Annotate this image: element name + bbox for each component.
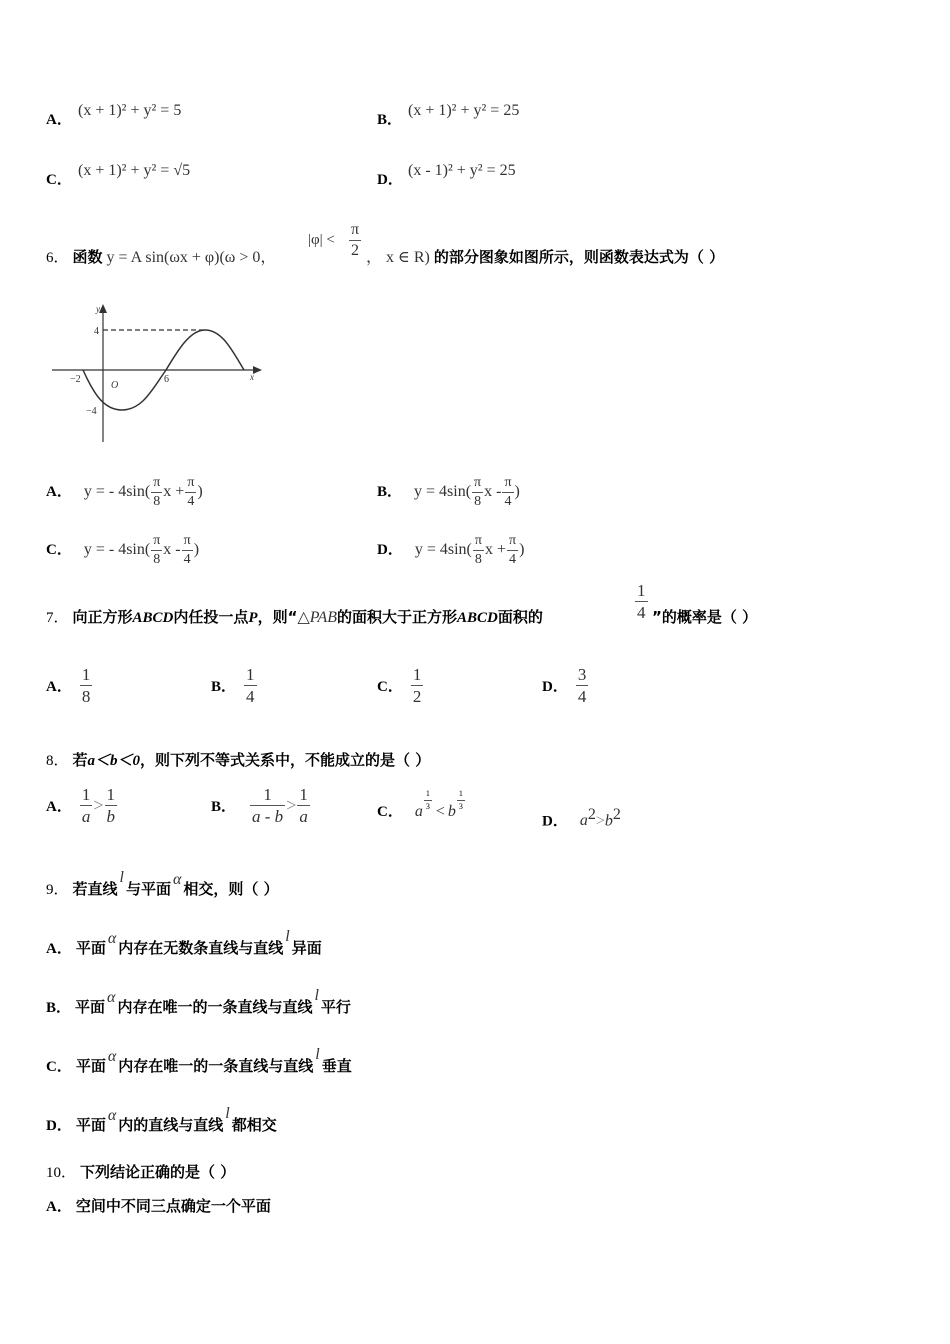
frac-num: π: [182, 534, 193, 551]
lt-sign: <: [435, 803, 445, 820]
q8-condition: a＜b＜0: [87, 753, 141, 769]
q7-text4: 的面积大于正方形: [337, 608, 458, 626]
option-label: A．: [46, 112, 72, 128]
gt-sign: >: [93, 795, 104, 815]
option-label: B．: [211, 799, 237, 815]
frac-den: 8: [474, 494, 482, 509]
q7-text1: 向正方形: [72, 608, 133, 626]
q5-option-a-expr: (x + 1)² + y² = 5: [78, 102, 182, 119]
q5-option-d-expr: (x - 1)² + y² = 25: [408, 162, 516, 179]
option-label: A．: [46, 679, 72, 695]
option-label: C．: [377, 804, 403, 820]
frac-num: 1: [106, 785, 115, 804]
x-axis-label: x: [250, 372, 254, 382]
q5-option-d[interactable]: [377, 168, 403, 189]
option-label: A．: [46, 941, 72, 957]
q7-option-a[interactable]: [46, 666, 93, 705]
option-pre: 平面: [75, 998, 106, 1016]
option-label: B．: [377, 484, 403, 501]
frac-num: 1: [457, 790, 465, 801]
frac-num: π: [507, 534, 518, 551]
tick-x-6: 6: [164, 374, 169, 385]
q8-option-b[interactable]: [211, 786, 311, 825]
line-l: l: [225, 1105, 230, 1122]
option-post: 都相交: [231, 1116, 277, 1134]
question-number: 8．: [46, 753, 69, 769]
plane-alpha: α: [173, 871, 182, 888]
tick-x-neg-2: −2: [70, 374, 81, 385]
tick-y-neg-4: −4: [86, 406, 97, 417]
q7-triangle: △PAB: [297, 609, 337, 626]
frac-den: 3: [425, 802, 430, 811]
q7-text2: 内任投一点: [173, 608, 249, 626]
frac-den: 2: [351, 242, 360, 259]
q7-option-d[interactable]: [542, 666, 589, 705]
option-post: 异面: [291, 939, 322, 957]
plane-alpha: α: [107, 989, 116, 1006]
option-mid: 内存在无数条直线与直线: [118, 939, 284, 957]
option-label: C．: [46, 1059, 72, 1075]
frac-num: 3: [577, 665, 587, 684]
frac-num: π: [502, 476, 513, 493]
q5-option-c[interactable]: [46, 168, 72, 189]
frac-num: π: [151, 476, 162, 493]
frac-den: 8: [81, 687, 91, 706]
q8-option-c[interactable]: [377, 789, 466, 821]
exp-one-third: [456, 790, 466, 811]
gt-sign: >: [286, 795, 297, 815]
q10-text: 下列结论正确的是（ ）: [80, 1163, 236, 1181]
line-l: l: [285, 928, 290, 945]
q9-option-a[interactable]: [46, 928, 322, 958]
q7-option-b[interactable]: [211, 666, 258, 705]
q7-text5: 面积的: [497, 608, 543, 626]
frac-num: 1: [246, 665, 255, 684]
option-label: D．: [542, 679, 568, 695]
frac-den: b: [106, 807, 115, 826]
frac-den: 8: [474, 552, 482, 567]
q6-expr: y = A sin(ωx + φ)(ω > 0，: [106, 249, 277, 266]
question-number: 10．: [46, 1165, 77, 1181]
q7-option-c[interactable]: [377, 666, 424, 705]
line-l: l: [315, 1046, 320, 1063]
frac-num: π: [473, 534, 484, 551]
base-b: b: [604, 812, 613, 830]
plane-alpha: α: [107, 1048, 117, 1065]
q6-option-a[interactable]: [46, 476, 203, 509]
frac-num: 1: [299, 785, 308, 804]
q6-stem-post: 的部分图象如图所示，则函数表达式为（ ）: [433, 248, 725, 266]
frac-num: 1: [637, 581, 646, 600]
option-label: C．: [46, 172, 72, 188]
q9-stem: [46, 869, 279, 899]
frac-den: 2: [412, 687, 422, 706]
frac-den: 4: [246, 687, 255, 706]
option-pre: 平面: [75, 939, 106, 957]
origin-label: O: [111, 380, 119, 391]
q9-option-c[interactable]: [46, 1046, 352, 1076]
q8-option-a[interactable]: [46, 786, 118, 825]
frac-num: 1: [250, 786, 285, 806]
gt-sign: >: [595, 812, 605, 830]
y-axis-label: y: [96, 304, 100, 314]
frac-den: 4: [637, 603, 646, 622]
frac-num: 1: [81, 785, 91, 804]
q5-option-c-expr: (x + 1)² + y² = √5: [78, 162, 191, 179]
frac-den: 4: [577, 687, 587, 706]
option-label: D．: [377, 542, 403, 559]
option-expr-tail: ): [193, 541, 200, 559]
option-expr-lead: y = - 4sin(: [83, 541, 151, 559]
option-expr-lead: y = - 4sin(: [83, 483, 151, 501]
q7-p: P: [248, 610, 258, 626]
q7-text6: ”的概率是（ ）: [652, 608, 758, 626]
q9-text2: 与平面: [125, 880, 171, 898]
option-label: B．: [211, 679, 237, 695]
option-mid: 内的直线与直线: [118, 1116, 224, 1134]
option-expr-lead: y = 4sin(: [414, 483, 472, 501]
option-label: D．: [377, 172, 403, 188]
option-expr-mid: x +: [484, 541, 506, 559]
q8-option-d[interactable]: [542, 806, 621, 830]
option-expr-mid: x -: [163, 541, 181, 559]
option-label: A．: [46, 1199, 72, 1215]
frac-num: π: [185, 476, 196, 493]
q7-abcd-2: ABCD: [457, 610, 498, 626]
line-l: l: [119, 869, 124, 886]
q6-stem-pre: 函数: [72, 248, 103, 266]
plane-alpha: α: [107, 1107, 117, 1124]
option-label: A．: [46, 799, 72, 815]
q10-stem: [46, 1161, 235, 1182]
question-number: 9．: [46, 882, 69, 898]
option-label: A．: [46, 484, 72, 501]
frac-den: 4: [187, 494, 195, 509]
option-label: C．: [46, 542, 72, 559]
plane-alpha: α: [107, 930, 117, 947]
option-mid: 内存在唯一的一条直线与直线: [117, 998, 313, 1016]
base-a: a: [579, 812, 588, 830]
tick-y-4: 4: [94, 326, 99, 337]
q6-cond-x-text: ， x ∈ R): [366, 249, 430, 266]
base-b: b: [447, 803, 456, 820]
q7-quarter-fraction: [634, 582, 649, 621]
q6-cond-phi: |φ| <: [308, 232, 335, 248]
frac-den: 8: [153, 494, 161, 509]
frac-num: π: [151, 534, 162, 551]
q6-option-b[interactable]: [377, 476, 520, 509]
frac-den: a - b: [252, 807, 284, 826]
frac-den: a: [299, 807, 308, 826]
line-l: l: [314, 987, 319, 1004]
frac-den: 8: [153, 552, 161, 567]
q8-text1: 若: [72, 751, 88, 769]
q6-sine-graph: [50, 300, 266, 446]
frac-den: 3: [458, 802, 463, 811]
q6-cond-x: [366, 244, 724, 267]
q8-stem: [46, 749, 430, 770]
option-expr-tail: ): [197, 483, 203, 501]
question-number: 6．: [46, 250, 69, 266]
q6-stem: [46, 244, 276, 267]
frac-den: 4: [509, 552, 517, 567]
option-text: 空间中不同三点确定一个平面: [75, 1197, 271, 1215]
frac-den: 4: [504, 494, 512, 509]
option-post: 垂直: [321, 1057, 352, 1075]
q5-option-b[interactable]: [377, 108, 402, 129]
q5-option-a[interactable]: [46, 108, 72, 129]
exp-one-third: [423, 790, 433, 811]
option-label: B．: [46, 1000, 72, 1016]
q9-text3: 相交，则（ ）: [183, 880, 279, 898]
q6-pi-over-2: [348, 222, 362, 259]
exponent: 2: [587, 806, 596, 823]
base-a: a: [414, 803, 423, 820]
frac-num: π: [472, 476, 483, 493]
q7-stem-end: [652, 606, 757, 627]
q9-option-d[interactable]: [46, 1105, 277, 1135]
option-label: D．: [46, 1118, 72, 1134]
frac-num: π: [349, 222, 361, 241]
option-pre: 平面: [75, 1057, 106, 1075]
option-expr-lead: y = 4sin(: [414, 541, 472, 559]
q6-option-c[interactable]: [46, 534, 199, 567]
option-pre: 平面: [75, 1116, 106, 1134]
option-expr-mid: x -: [484, 483, 502, 501]
q6-option-d[interactable]: [377, 534, 524, 567]
question-number: 7．: [46, 610, 69, 626]
option-expr-mid: x +: [163, 483, 185, 501]
option-expr-tail: ): [514, 483, 520, 501]
option-label: C．: [377, 679, 403, 695]
q7-text3: ，则“: [257, 608, 298, 626]
q9-text1: 若直线: [72, 880, 118, 898]
frac-den: a: [81, 807, 91, 826]
frac-num: 1: [81, 665, 91, 684]
q7-stem: [46, 606, 543, 627]
frac-num: 1: [412, 665, 422, 684]
option-label: B．: [377, 112, 403, 128]
q5-option-b-expr: (x + 1)² + y² = 25: [408, 102, 520, 119]
frac-den: 4: [183, 552, 191, 567]
option-label: D．: [542, 813, 568, 830]
option-post: 平行: [320, 998, 351, 1016]
q9-option-b[interactable]: [46, 987, 351, 1017]
option-mid: 内存在唯一的一条直线与直线: [118, 1057, 314, 1075]
frac-num: 1: [424, 790, 432, 801]
option-expr-tail: ): [519, 541, 525, 559]
q10-option-a[interactable]: [46, 1195, 271, 1216]
q8-text2: ，则下列不等式关系中，不能成立的是（ ）: [140, 751, 431, 769]
exponent: 2: [612, 806, 621, 823]
q7-abcd: ABCD: [132, 610, 174, 626]
